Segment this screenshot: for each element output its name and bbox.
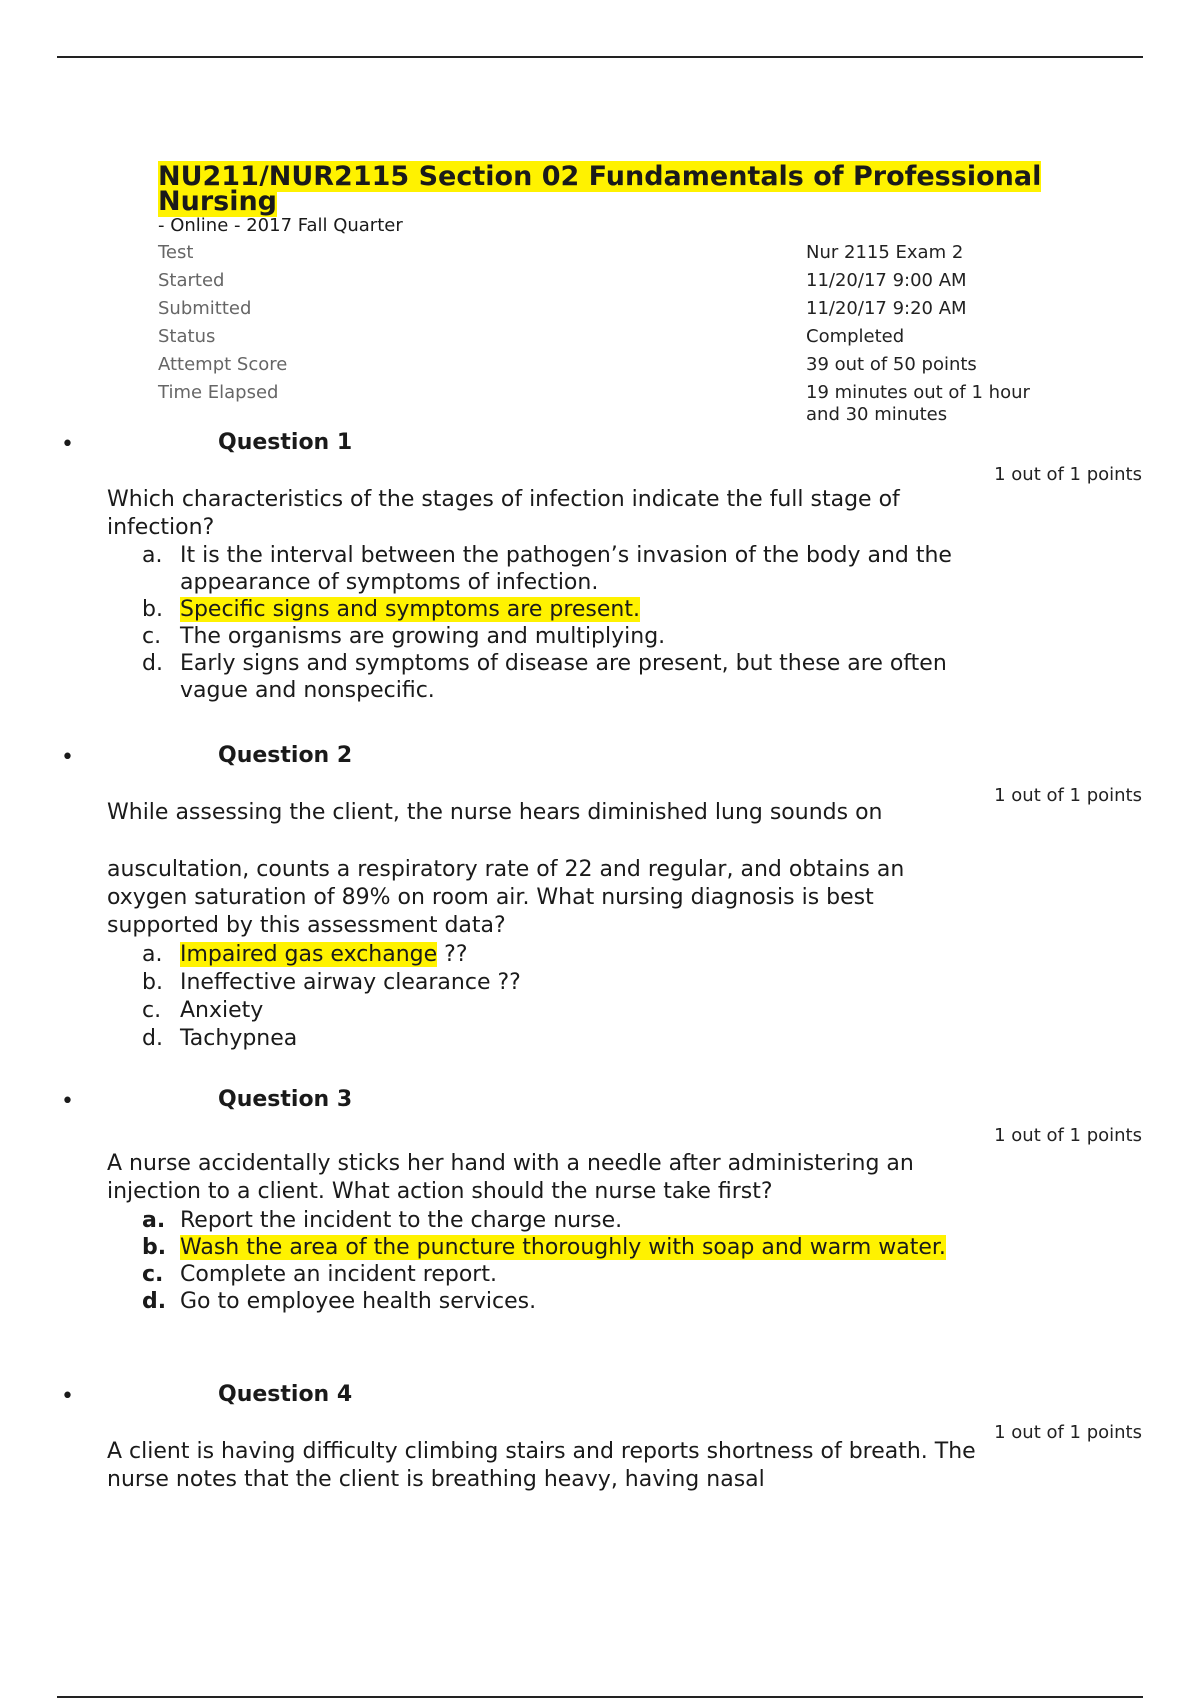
meta-value: Completed: [806, 326, 905, 347]
option-letter: b.: [142, 1235, 167, 1260]
option-letter: d.: [142, 1026, 163, 1051]
meta-row-time-elapsed: [158, 380, 1058, 425]
answer-option: [140, 1261, 980, 1288]
meta-row-submitted: [158, 296, 1058, 324]
answer-option: [140, 997, 980, 1025]
bullet-icon: •: [61, 1089, 74, 1114]
meta-label: Started: [158, 270, 225, 291]
option-text: Tachypnea: [180, 1026, 298, 1051]
option-letter: a.: [142, 543, 163, 568]
question-title: Question 3: [218, 1087, 353, 1112]
meta-value: 39 out of 50 points: [806, 354, 977, 375]
option-text: Go to employee health services.: [180, 1289, 537, 1314]
question-points: 1 out of 1 points: [994, 1422, 1142, 1443]
option-text: Wash the area of the puncture thoroughly with soap and warm water.: [180, 1235, 946, 1260]
answer-option: [140, 650, 980, 704]
question-title: Question 1: [218, 430, 353, 455]
question-text-line-2: auscultation, counts a respiratory rate of 22 and regular, and obtains an oxygen saturation of 89% on room air. What nursing diagnosis is best supported by this assessment data?: [107, 857, 905, 938]
question-text: A nurse accidentally sticks her hand with a needle after administering an injection to a client. What action should the nurse take first?: [107, 1151, 914, 1204]
page-title: NU211/NUR2115 Section 02 Fundamentals of Professional Nursing: [158, 161, 1042, 217]
question-text-line-1: While assessing the client, the nurse hears diminished lung sounds on: [107, 800, 883, 825]
question-points: 1 out of 1 points: [994, 1125, 1142, 1146]
meta-label: Status: [158, 326, 216, 347]
answer-option: [140, 1025, 980, 1053]
page-subtitle: - Online - 2017 Fall Quarter: [158, 215, 403, 236]
option-letter: c.: [142, 1262, 164, 1287]
question-title: Question 4: [218, 1382, 353, 1407]
meta-label: Test: [158, 242, 194, 263]
option-letter: a.: [142, 1208, 166, 1233]
answer-option: [140, 969, 980, 997]
attempt-details: [158, 240, 1058, 425]
question-points: 1 out of 1 points: [994, 464, 1142, 485]
bullet-icon: •: [61, 1384, 74, 1409]
answer-option: [140, 542, 980, 596]
option-suffix: ??: [437, 942, 468, 967]
option-letter: c.: [142, 998, 162, 1023]
option-text: Early signs and symptoms of disease are present, but these are often vague and nonspecific.: [180, 651, 947, 703]
question-text: A client is having difficulty climbing stairs and reports shortness of breath. The nurse notes that the client is breathing heavy, having nasal: [107, 1439, 976, 1492]
meta-value: 11/20/17 9:00 AM: [806, 270, 967, 291]
option-letter: d.: [142, 1289, 167, 1314]
answer-option-correct: [140, 1234, 980, 1261]
bottom-rule: [57, 1696, 1143, 1698]
meta-value: Nur 2115 Exam 2: [806, 242, 964, 263]
question-text: Which characteristics of the stages of infection indicate the full stage of infection?: [107, 487, 900, 540]
answer-option: [140, 1288, 980, 1315]
meta-row-attempt-score: [158, 352, 1058, 380]
option-text: Specific signs and symptoms are present.: [180, 597, 640, 622]
meta-label: Attempt Score: [158, 354, 288, 375]
option-text: Report the incident to the charge nurse.: [180, 1208, 623, 1233]
answer-option-correct: [140, 596, 980, 623]
answer-option: [140, 1207, 980, 1234]
meta-label: Time Elapsed: [158, 382, 279, 403]
option-text: The organisms are growing and multiplying.: [180, 624, 666, 649]
bullet-icon: •: [61, 745, 74, 770]
option-text: Complete an incident report.: [180, 1262, 497, 1287]
meta-value: 11/20/17 9:20 AM: [806, 298, 967, 319]
option-letter: b.: [142, 970, 163, 995]
option-text: Anxiety: [180, 998, 264, 1023]
option-letter: c.: [142, 624, 162, 649]
question-points: 1 out of 1 points: [994, 785, 1142, 806]
bullet-icon: •: [61, 432, 74, 457]
option-text: Ineffective airway clearance ??: [180, 970, 521, 995]
answer-options: [140, 1207, 980, 1315]
option-letter: d.: [142, 651, 163, 676]
option-letter: a.: [142, 942, 163, 967]
answer-options: [140, 941, 980, 1053]
meta-value: 19 minutes out of 1 hour and 30 minutes: [806, 382, 1030, 425]
option-text: It is the interval between the pathogen’s invasion of the body and the appearance of symptoms of infection.: [180, 543, 952, 595]
option-text: Impaired gas exchange: [180, 942, 438, 967]
meta-row-status: [158, 324, 1058, 352]
answer-option-correct: [140, 941, 980, 969]
option-letter: b.: [142, 597, 163, 622]
meta-row-started: [158, 268, 1058, 296]
top-rule: [57, 56, 1143, 58]
meta-row-test: [158, 240, 1058, 268]
answer-options: [140, 542, 980, 704]
answer-option: [140, 623, 980, 650]
question-title: Question 2: [218, 743, 353, 768]
meta-label: Submitted: [158, 298, 252, 319]
